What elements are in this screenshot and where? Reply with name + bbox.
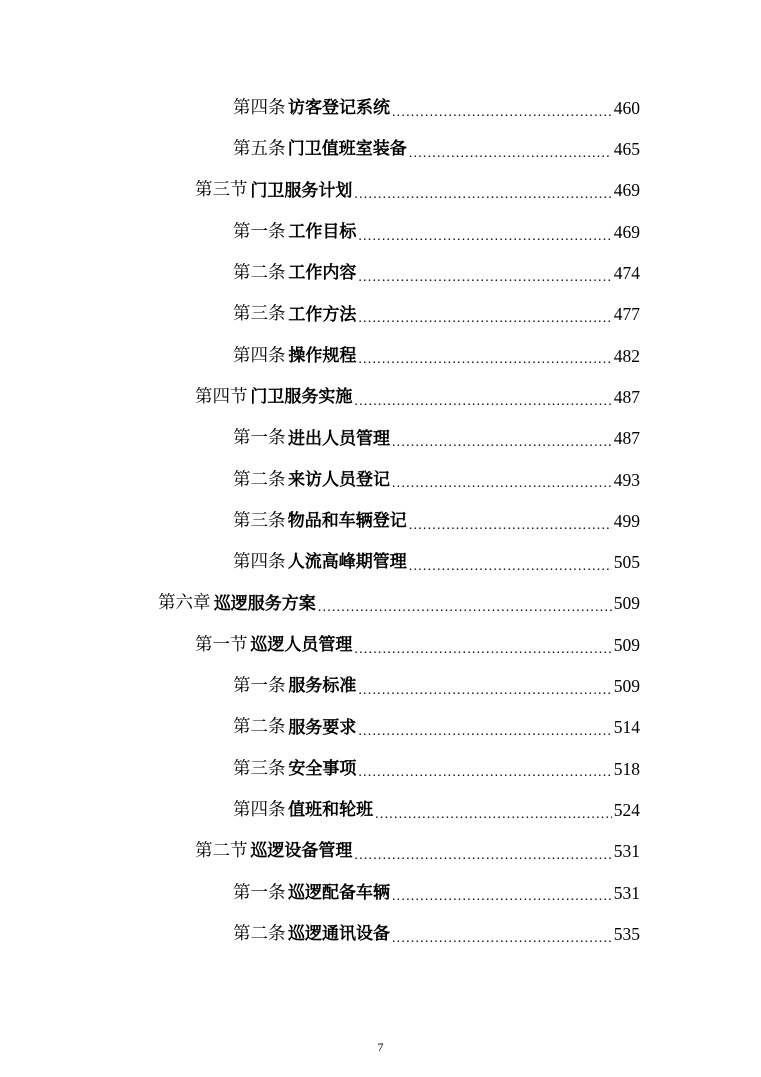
toc-entry-page: 524	[613, 799, 640, 820]
dot-leader	[392, 477, 612, 491]
toc-entry-number: 第四条	[233, 97, 286, 118]
dot-leader	[409, 560, 612, 574]
toc-entry-title: 值班和轮班	[288, 800, 374, 821]
toc-entry-page: 531	[613, 841, 640, 862]
toc-entry-title: 门卫值班室装备	[287, 139, 407, 160]
dot-leader	[358, 684, 611, 698]
dot-leader	[375, 808, 612, 822]
toc-entry-title: 工作目标	[288, 222, 357, 243]
toc-entry-title: 服务标准	[288, 676, 357, 697]
toc-entry-page: 477	[613, 304, 640, 325]
toc-entry-title: 巡逻服务方案	[213, 593, 316, 614]
toc-entry-page: 514	[613, 717, 640, 738]
dot-leader	[392, 932, 612, 946]
toc-entry-page: 509	[613, 634, 640, 655]
toc-entry-page: 509	[613, 676, 640, 697]
dot-leader	[358, 766, 611, 780]
dot-leader	[318, 601, 612, 615]
toc-entry-title: 服务要求	[288, 717, 357, 738]
toc-entry-number: 第一节	[195, 634, 248, 655]
toc-entry-title: 物品和车辆登记	[287, 511, 407, 532]
dot-leader	[392, 106, 612, 120]
toc-entry-page: 487	[613, 428, 640, 449]
dot-leader	[358, 353, 611, 367]
toc-entry-number: 第一条	[233, 221, 286, 242]
toc-entry-page: 493	[613, 469, 640, 490]
dot-leader	[409, 147, 612, 161]
toc-entry-number: 第一条	[233, 882, 286, 903]
toc-entry[interactable]	[0, 129, 761, 170]
toc-entry-title: 操作规程	[288, 345, 357, 366]
toc-entry-number: 第三条	[233, 304, 286, 325]
toc-entry-title: 人流高峰期管理	[287, 552, 407, 573]
dot-leader	[358, 230, 611, 244]
toc-entry-page: 531	[613, 882, 640, 903]
toc-entry-page: 499	[613, 510, 640, 531]
toc-entry[interactable]	[0, 171, 761, 212]
toc-entry-page: 487	[613, 386, 640, 407]
toc-entry[interactable]	[0, 212, 761, 253]
toc-entry[interactable]	[0, 666, 761, 707]
toc-entry-number: 第二条	[233, 717, 286, 738]
toc-entry[interactable]	[0, 377, 761, 418]
toc-entry[interactable]	[0, 625, 761, 666]
toc-entry-number: 第二条	[233, 263, 286, 284]
toc-entry-page: 465	[613, 139, 640, 160]
dot-leader	[358, 271, 611, 285]
toc-entry[interactable]	[0, 336, 761, 377]
toc-entry-number: 第二条	[233, 923, 286, 944]
toc-entry[interactable]	[0, 253, 761, 294]
toc-entry-title: 工作内容	[288, 263, 357, 284]
toc-entry-page: 518	[613, 758, 640, 779]
toc-entry-page: 460	[613, 97, 640, 118]
toc-entry-page: 509	[613, 593, 640, 614]
toc-entry-page: 469	[613, 180, 640, 201]
toc-entry-title: 巡逻人员管理	[250, 635, 353, 655]
toc-entry-number: 第三节	[195, 180, 248, 201]
toc-entry-title: 门卫服务计划	[250, 180, 353, 201]
dot-leader	[358, 725, 611, 739]
toc-entry-number: 第四条	[233, 552, 286, 573]
toc-entry-title: 进出人员管理	[287, 428, 390, 449]
toc-entry-number: 第一条	[233, 676, 286, 697]
dot-leader	[354, 188, 611, 202]
dot-leader	[358, 312, 611, 326]
toc-entry[interactable]	[0, 749, 761, 790]
toc-entry-number: 第六章	[158, 593, 211, 614]
toc-entry[interactable]	[0, 88, 761, 129]
toc-entry-title: 巡逻配备车辆	[287, 882, 390, 903]
toc-entry-number: 第四条	[233, 345, 286, 366]
toc-entry[interactable]	[0, 542, 761, 583]
toc-entry-number: 第四条	[233, 799, 286, 820]
dot-leader	[354, 643, 611, 657]
toc-entry[interactable]	[0, 418, 761, 459]
toc-entry[interactable]	[0, 831, 761, 872]
table-of-contents	[0, 88, 761, 955]
toc-entry[interactable]	[0, 914, 761, 955]
toc-entry-number: 第二节	[195, 841, 248, 862]
toc-entry[interactable]	[0, 294, 761, 335]
toc-entry-number: 第四节	[195, 386, 248, 407]
dot-leader	[409, 519, 612, 533]
toc-entry[interactable]	[0, 460, 761, 501]
toc-entry-number: 第二条	[233, 469, 286, 490]
toc-entry[interactable]	[0, 584, 761, 625]
toc-entry-title: 门卫服务实施	[250, 387, 353, 408]
page-number: 7	[377, 1040, 384, 1054]
toc-entry[interactable]	[0, 707, 761, 748]
dot-leader	[392, 436, 612, 450]
toc-entry-title: 来访人员登记	[287, 469, 390, 490]
toc-entry-page: 505	[613, 552, 640, 573]
toc-entry-title: 工作方法	[288, 304, 357, 325]
toc-entry[interactable]	[0, 873, 761, 914]
dot-leader	[392, 890, 612, 904]
toc-entry-title: 巡逻设备管理	[250, 841, 353, 862]
toc-entry-number: 第五条	[233, 139, 286, 160]
toc-entry-title: 巡逻通讯设备	[287, 924, 390, 945]
toc-entry[interactable]	[0, 790, 761, 831]
toc-entry-page: 482	[613, 345, 640, 366]
toc-entry-number: 第三条	[233, 510, 286, 531]
toc-entry-title: 安全事项	[288, 758, 357, 779]
toc-entry-number: 第一条	[233, 428, 286, 449]
toc-entry-page: 474	[613, 263, 640, 284]
toc-entry-page: 535	[613, 923, 640, 944]
dot-leader	[354, 849, 611, 863]
toc-entry[interactable]	[0, 501, 761, 542]
toc-entry-number: 第三条	[233, 758, 286, 779]
toc-entry-title: 访客登记系统	[287, 98, 390, 119]
toc-entry-page: 469	[613, 221, 640, 242]
dot-leader	[354, 395, 611, 409]
